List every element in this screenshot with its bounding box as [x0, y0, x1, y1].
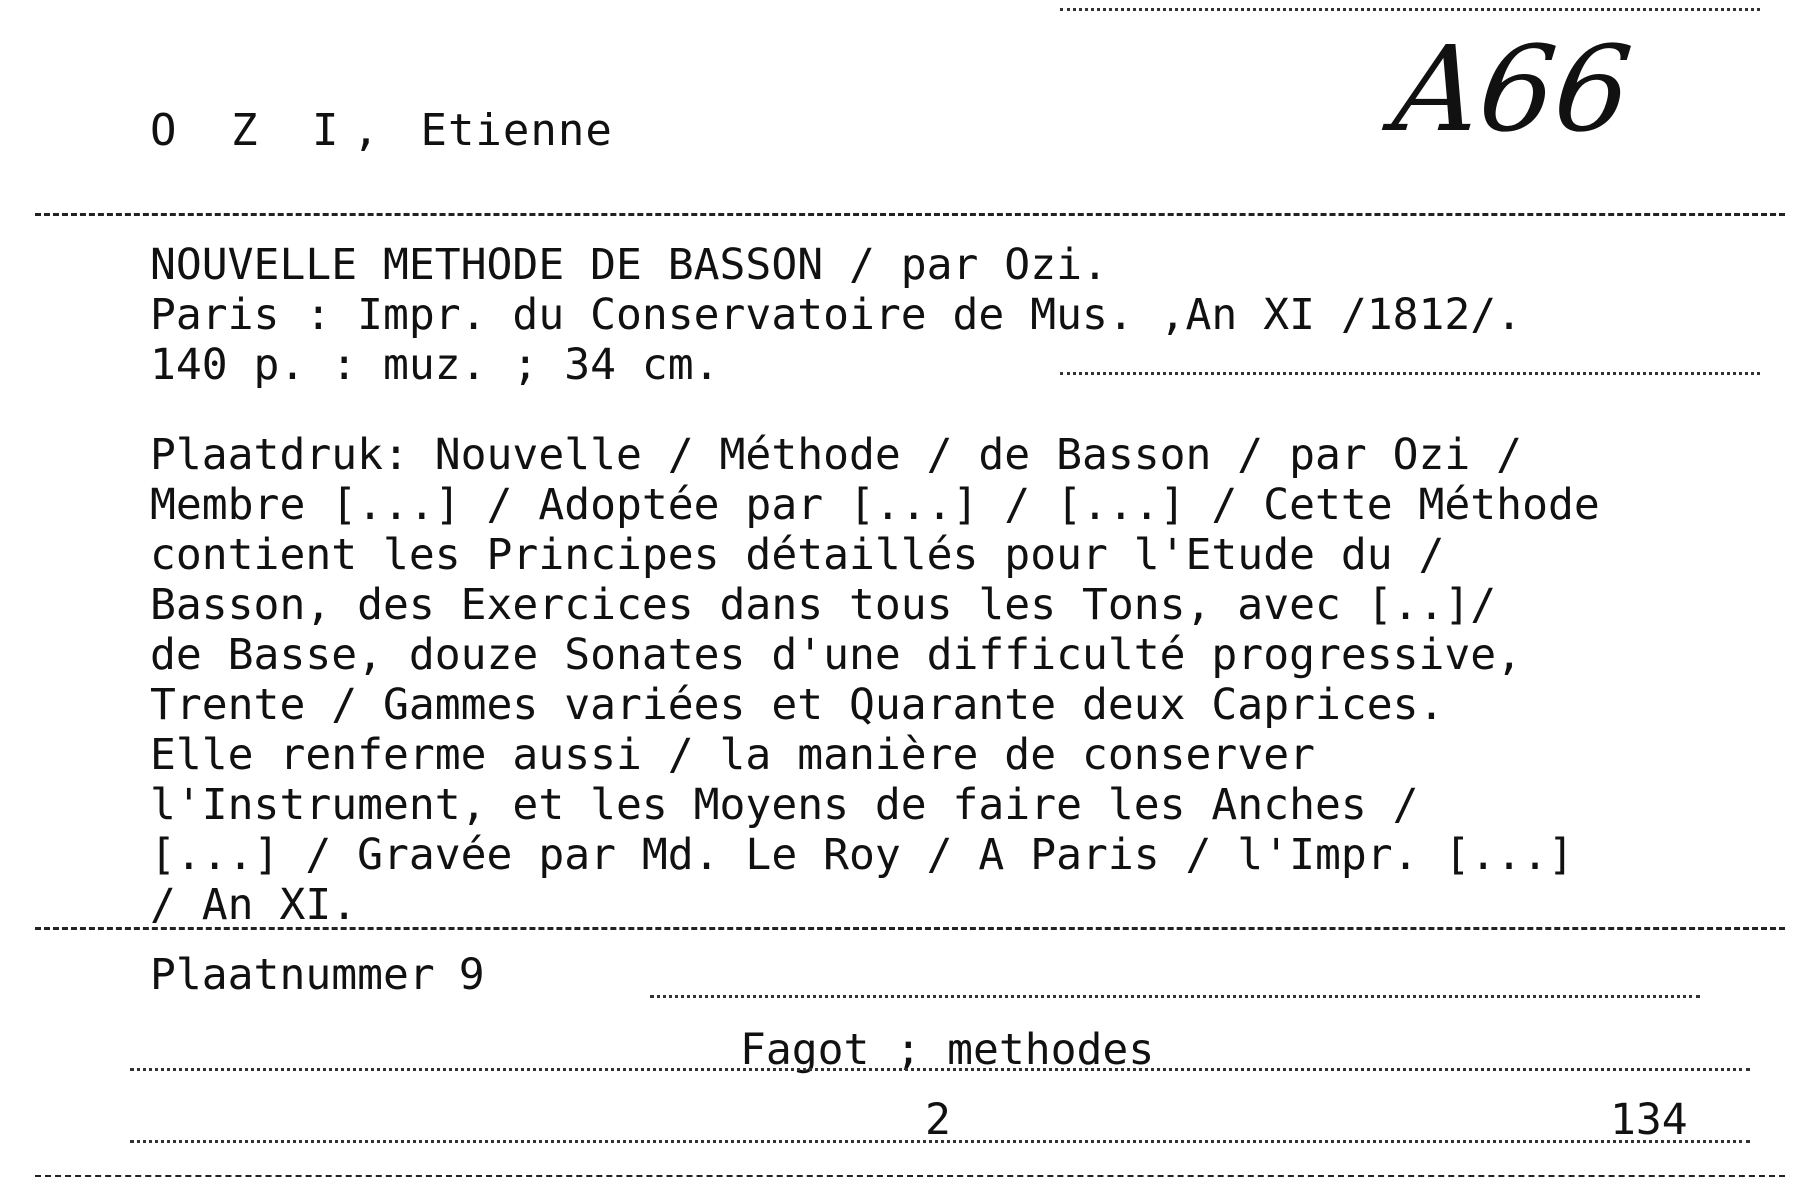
plate-note — [150, 430, 1780, 930]
scan-dotted-line — [1060, 8, 1760, 11]
note-line: de Basse, douze Sonates d'une difficulté progressive, — [150, 630, 1523, 680]
note-line: [...] / Gravée par Md. Le Roy / A Paris / l'Impr. [...] — [150, 830, 1574, 880]
shelfmark: A66 — [1387, 20, 1638, 158]
bibliographic-description — [150, 240, 1780, 390]
title-statement: NOUVELLE METHODE DE BASSON / par Ozi. — [150, 240, 1108, 290]
subject-heading: Fagot ; methodes — [740, 1025, 1155, 1075]
note-line: Membre [...] / Adoptée par [...] / [...] / Cette Méthode — [150, 480, 1600, 530]
scan-dotted-line — [650, 995, 1700, 998]
note-line: Plaatdruk: Nouvelle / Méthode / de Basson / par Ozi / — [150, 430, 1523, 480]
note-line: Basson, des Exercices dans tous les Tons, avec [..]/ — [150, 580, 1497, 630]
plate-number — [150, 950, 485, 1000]
author-surname: O Z I, — [150, 105, 393, 156]
card-number: 2 — [925, 1095, 951, 1145]
note-line: contient les Principes détaillés pour l'Etude du / — [150, 530, 1445, 580]
divider-bottom — [35, 1175, 1785, 1177]
note-line: Elle renferme aussi / la manière de conserver — [150, 730, 1315, 780]
scan-dotted-line — [130, 1068, 1750, 1071]
author-heading — [150, 105, 613, 156]
physical-description: 140 p. : muz. ; 34 cm. — [150, 340, 720, 390]
note-line: / An XI. — [150, 880, 358, 930]
scan-dotted-line — [1060, 372, 1760, 375]
plate-number-label: Plaatnummer — [150, 950, 435, 1000]
imprint: Paris : Impr. du Conservatoire de Mus. ,An XI /1812/. — [150, 290, 1523, 340]
scan-dotted-line — [130, 1140, 1750, 1143]
card-code: 134 — [1610, 1095, 1688, 1145]
note-line: Trente / Gammes variées et Quarante deux Caprices. — [150, 680, 1445, 730]
plate-number-value: 9 — [458, 950, 485, 1000]
divider-middle — [35, 927, 1785, 930]
note-line: l'Instrument, et les Moyens de faire les Anches / — [150, 780, 1419, 830]
author-forename: Etienne — [420, 105, 613, 156]
divider-top — [35, 213, 1785, 216]
